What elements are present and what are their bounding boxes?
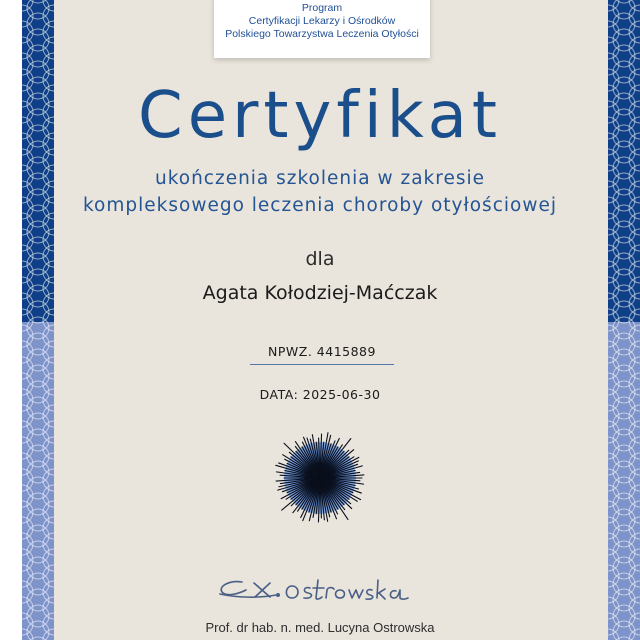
program-header bbox=[214, 0, 430, 58]
recipient-name: Agata Kołodziej-Maćczak bbox=[202, 282, 438, 304]
npwz-underline bbox=[250, 364, 394, 365]
starburst-emblem bbox=[270, 428, 370, 528]
certificate-subtitle bbox=[0, 165, 640, 219]
header-line-3: Polskiego Towarzystwa Leczenia Otyłości bbox=[225, 28, 419, 40]
for-label: dla bbox=[305, 248, 335, 270]
header-line-1: Program bbox=[301, 2, 343, 14]
subtitle-line-2: kompleksowego leczenia choroby otyłościowej bbox=[83, 195, 557, 216]
certificate-title: Certyfikat bbox=[138, 79, 502, 153]
issue-date: DATA: 2025-06-30 bbox=[259, 387, 381, 402]
header-line-2: Certyfikacji Lekarzy i Ośrodków bbox=[248, 15, 396, 27]
subtitle-line-1: ukończenia szkolenia w zakresie bbox=[154, 168, 485, 189]
signatory-name: Prof. dr hab. n. med. Lucyna Ostrowska bbox=[205, 620, 435, 635]
npwz-number: NPWZ. 4415889 bbox=[268, 344, 376, 359]
signature-image bbox=[212, 568, 412, 608]
